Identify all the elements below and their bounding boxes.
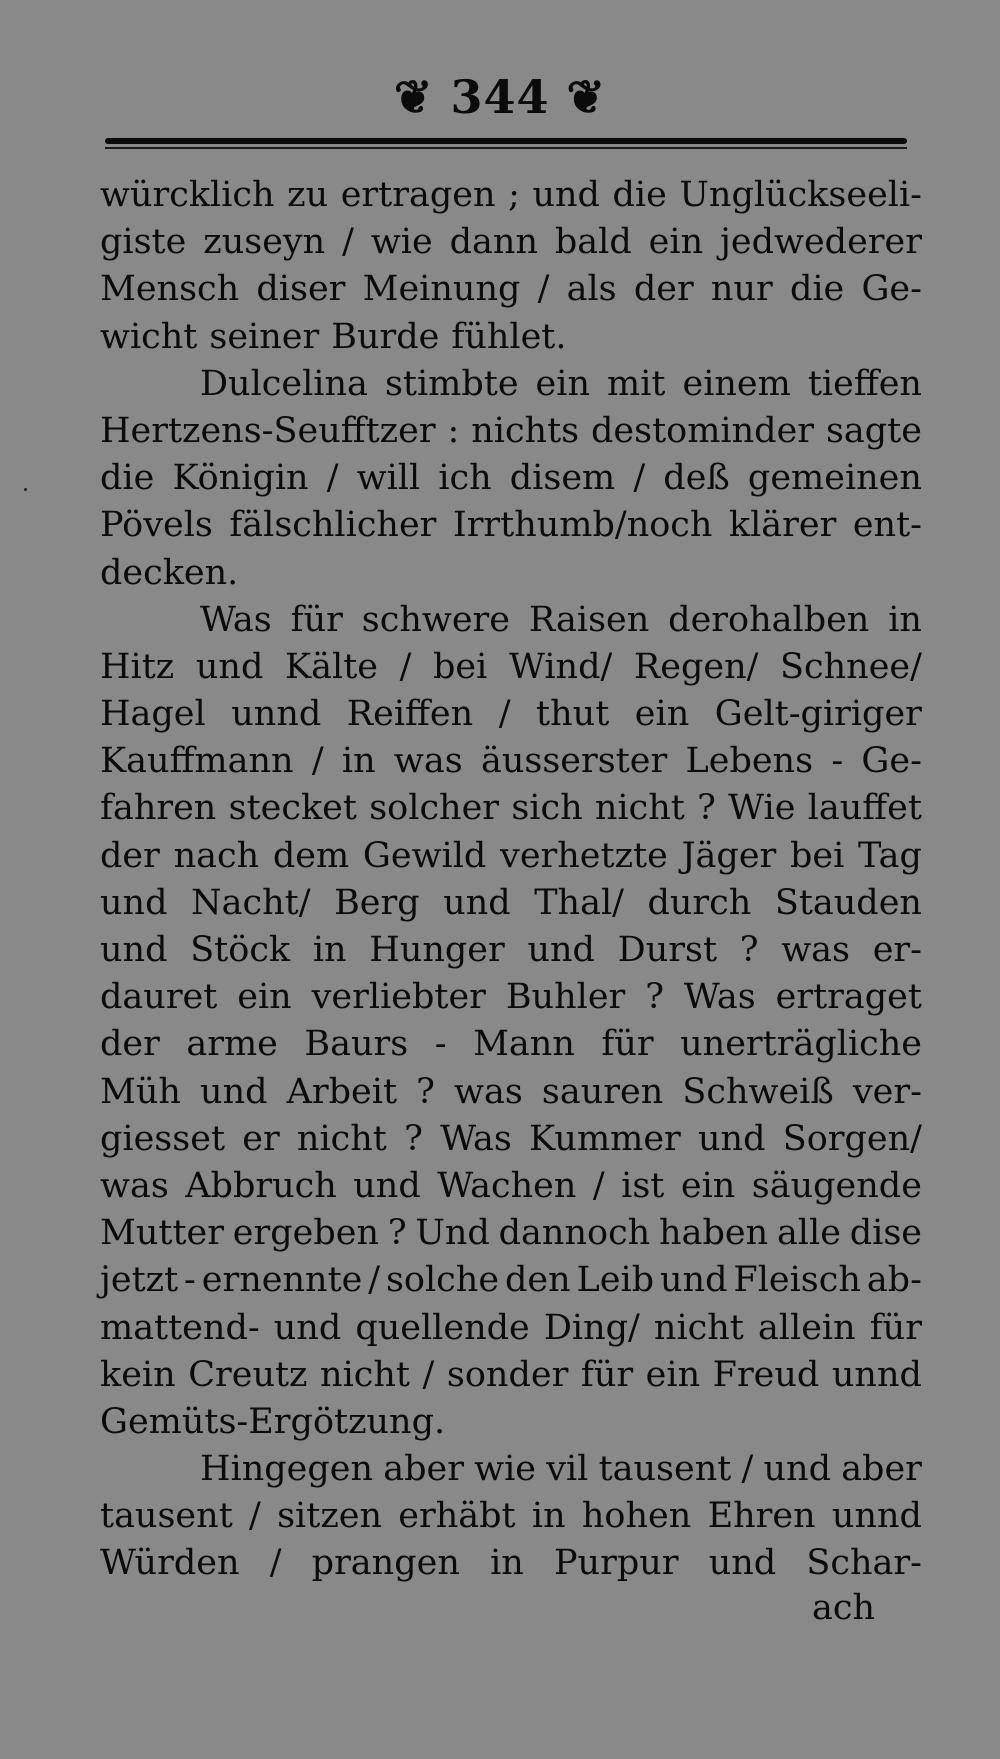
word: / [592, 1165, 605, 1206]
word: Was [440, 1118, 512, 1159]
word: Ding/ [543, 1307, 640, 1348]
word: fahren [100, 788, 217, 829]
text-line [100, 880, 922, 927]
word: für [290, 599, 343, 640]
word: nicht [653, 1307, 744, 1348]
word: und [763, 1449, 831, 1490]
word: was [100, 1165, 169, 1206]
text-line [100, 1305, 922, 1352]
word: Regen/ [633, 646, 759, 687]
word: hohen [581, 1496, 692, 1537]
word: lauffet [807, 788, 922, 829]
text-line [100, 314, 922, 361]
body-text [100, 172, 922, 1588]
word: Purpur [554, 1543, 679, 1584]
word: Leib [576, 1260, 655, 1301]
word: dem [272, 835, 350, 876]
word: ein [237, 977, 292, 1018]
word: der [100, 1024, 160, 1065]
word: und [195, 646, 264, 687]
word: Kauffmann [100, 741, 294, 782]
word: haben [659, 1213, 769, 1254]
word: die [612, 175, 667, 215]
word: der [633, 269, 694, 310]
word: ertraget [775, 977, 922, 1018]
text-line [100, 1446, 922, 1493]
word: in [888, 599, 922, 640]
word: sagte [825, 410, 922, 451]
text-line [100, 408, 922, 455]
word: ab- [866, 1260, 922, 1301]
word: Meinung [362, 269, 521, 310]
word: / [422, 1354, 435, 1395]
text-line [100, 455, 922, 502]
word: säugende [751, 1165, 922, 1206]
text-line [100, 1399, 922, 1446]
word: Fleisch [733, 1260, 861, 1301]
word: Ge- [861, 741, 922, 782]
word: Jäger [681, 835, 777, 876]
word: zuseyn [203, 222, 326, 263]
text-line [100, 361, 922, 408]
word: ertragen [340, 175, 496, 215]
word: thut [536, 694, 610, 735]
word: destominder [591, 410, 815, 451]
word: den [504, 1260, 571, 1301]
word: Wind/ [508, 646, 613, 687]
word: / [368, 1260, 381, 1301]
word: / [498, 694, 511, 735]
word: / [537, 269, 550, 310]
word: Durst [617, 930, 718, 970]
word: / [633, 458, 646, 499]
text-line [100, 1021, 922, 1068]
word: Schnee/ [780, 646, 922, 687]
word: gemeinen [747, 458, 922, 499]
word: die [100, 458, 155, 499]
word: Gemüts-Ergötzung. [100, 1401, 446, 1442]
word: Berg [334, 882, 420, 923]
word: durch [647, 882, 752, 923]
catchword: ach [812, 1588, 876, 1628]
word: sauren [541, 1071, 664, 1112]
word: bei [433, 646, 488, 687]
word: ver- [852, 1071, 922, 1112]
word: / [399, 646, 412, 687]
word: disem [509, 458, 616, 499]
word: Kälte [284, 646, 378, 687]
word: und [200, 1071, 268, 1112]
word: und [353, 1165, 421, 1206]
text-line [100, 597, 922, 644]
word: Hagel [100, 694, 206, 735]
word: Schar- [806, 1543, 922, 1584]
word: mattend- [100, 1307, 260, 1348]
text-line [100, 1540, 922, 1587]
word: was [781, 930, 851, 970]
word: wie [370, 222, 433, 263]
word: nur [710, 269, 773, 310]
word: jedwederer [720, 222, 922, 263]
word: ein [645, 1354, 701, 1395]
word: : [447, 410, 460, 451]
word: allein [757, 1307, 856, 1348]
word: Mensch [100, 269, 240, 310]
text-line [100, 1163, 922, 1210]
word: ist [621, 1165, 665, 1206]
word: stimbte [384, 363, 519, 404]
text-line [100, 219, 922, 266]
word: Was [200, 599, 272, 640]
word: ein [535, 363, 590, 404]
word: Stöck [190, 930, 291, 970]
word: ? [739, 930, 759, 970]
word: wie [474, 1449, 537, 1490]
text-line [100, 550, 922, 597]
word: giesset [100, 1118, 226, 1159]
word: diser [256, 269, 346, 310]
word: sitzen [277, 1496, 383, 1537]
word: und [708, 1543, 777, 1584]
word: Irrthumb/noch [452, 505, 713, 546]
word: erhäbt [398, 1496, 516, 1537]
word: Würden [100, 1543, 240, 1584]
word: Gelt-giriger [714, 694, 922, 735]
text-line [100, 1352, 922, 1399]
word: in [312, 930, 347, 970]
word: verhetzte [500, 835, 668, 876]
word: alle [776, 1213, 841, 1254]
word: / [342, 222, 354, 263]
word: stecket [228, 788, 357, 829]
text-line [100, 1116, 922, 1163]
text-line [100, 927, 922, 974]
word: solche [385, 1260, 500, 1301]
word: Königin [172, 458, 309, 499]
word: in [490, 1543, 524, 1584]
word: / [326, 458, 339, 499]
text-line [100, 1493, 922, 1540]
word: Tag [858, 835, 922, 876]
word: unnd [831, 1354, 922, 1395]
word: - [184, 1260, 196, 1301]
word: in [341, 741, 376, 782]
word: Ehren [707, 1496, 816, 1537]
word: was [454, 1071, 523, 1112]
word: was [393, 741, 463, 782]
header-rule [105, 138, 907, 144]
word: aber [383, 1449, 464, 1490]
word: Müh [100, 1071, 181, 1112]
word: Reiffen [346, 694, 474, 735]
text-line [100, 266, 922, 313]
word: als [566, 269, 617, 310]
word: tausent [598, 1449, 732, 1490]
word: dise [849, 1213, 922, 1254]
word: und [698, 1118, 766, 1159]
word: Raisen [528, 599, 650, 640]
word: ? [645, 977, 664, 1018]
word: Unglückseeli- [679, 175, 922, 215]
word: der [100, 835, 160, 876]
word: jetzt [100, 1260, 179, 1301]
word: quellende [355, 1307, 530, 1348]
word: ? [697, 788, 716, 829]
word: dannoch [498, 1213, 651, 1254]
word: Kummer [529, 1118, 681, 1159]
word: ? [404, 1118, 423, 1159]
word: ein [680, 1165, 736, 1206]
word: nicht [296, 1118, 387, 1159]
word: nicht [320, 1354, 410, 1395]
word: Lebens [685, 741, 814, 782]
word: Hertzens-Seufftzer [100, 410, 436, 451]
word: ernennte [201, 1260, 363, 1301]
word: unnd [231, 694, 322, 735]
word: dauret [100, 977, 218, 1018]
word: sich [511, 788, 583, 829]
word: Arbeit [286, 1071, 398, 1112]
word: Nacht/ [191, 882, 311, 923]
word: mit [607, 363, 666, 404]
word: bei [790, 835, 845, 876]
word: tausent [100, 1496, 233, 1537]
word: / [269, 1543, 282, 1584]
word: giste [100, 222, 187, 263]
word: Sorgen/ [782, 1118, 922, 1159]
word: er- [872, 930, 922, 970]
word: Gewild [362, 835, 487, 876]
word: nach [173, 835, 260, 876]
word: Burde [331, 316, 440, 357]
margin-mark [24, 488, 27, 491]
word: Creutz [188, 1354, 308, 1395]
word: ent- [852, 505, 922, 546]
word: prangen [311, 1543, 460, 1584]
word: klärer [728, 505, 837, 546]
word: äusserster [480, 741, 668, 782]
word: Hingegen [200, 1449, 374, 1490]
text-line [100, 172, 922, 219]
word: / [741, 1449, 754, 1490]
word: für [601, 1024, 654, 1065]
text-line [100, 1210, 922, 1257]
word: kein [100, 1354, 176, 1395]
word: nichts [471, 410, 580, 451]
word: will [356, 458, 421, 499]
word: fühlet. [451, 316, 567, 357]
word: Buhler [505, 977, 626, 1018]
word: bald [554, 222, 632, 263]
word: und [660, 1260, 728, 1301]
word: unnd [831, 1496, 922, 1537]
header-rule-thin [105, 147, 907, 149]
word: in [531, 1496, 566, 1537]
word: unerträgliche [680, 1024, 922, 1065]
word: - [831, 741, 844, 782]
word: Mutter [100, 1213, 224, 1254]
word: Mann [473, 1024, 575, 1065]
text-line [100, 1257, 922, 1304]
word: schwere [361, 599, 510, 640]
word: / [311, 741, 324, 782]
word: ein [634, 694, 690, 735]
word: solcher [369, 788, 500, 829]
text-line [100, 833, 922, 880]
word: deß [663, 458, 730, 499]
word: - [434, 1024, 447, 1065]
word: und [100, 930, 168, 970]
word: Thal/ [534, 882, 624, 923]
word: und [527, 930, 595, 970]
word: ; [508, 175, 520, 215]
word: fälschlicher [229, 505, 437, 546]
word: und [273, 1307, 342, 1348]
page-header [0, 62, 1000, 132]
word: ergeben [232, 1213, 379, 1254]
text-line [100, 502, 922, 549]
word: Stauden [774, 882, 922, 923]
word: die [789, 269, 845, 310]
word: Ge- [861, 269, 922, 310]
word: ? [387, 1213, 407, 1254]
word: für [580, 1354, 634, 1395]
word: aber [841, 1449, 922, 1490]
word: verliebter [311, 977, 486, 1018]
word: würcklich [100, 175, 275, 215]
word: Wachen [437, 1165, 577, 1206]
word: Hunger [369, 930, 505, 970]
word: Schweiß [682, 1071, 834, 1112]
word: und [443, 882, 511, 923]
word: ein [648, 222, 704, 263]
word: einem [682, 363, 791, 404]
text-line [100, 1069, 922, 1116]
word: ? [416, 1071, 435, 1112]
text-line [100, 691, 922, 738]
word: Wie [728, 788, 796, 829]
text-line [100, 785, 922, 832]
word: Und [415, 1213, 490, 1254]
word: Hitz [100, 646, 175, 687]
word: und [100, 882, 168, 923]
word: wicht [100, 316, 198, 357]
text-line [100, 644, 922, 691]
page-number: ❦ 344 ❦ [393, 70, 607, 124]
word: Pövels [100, 505, 213, 546]
word: und [532, 175, 600, 215]
word: sonder [446, 1354, 569, 1395]
word: Baurs [304, 1024, 409, 1065]
word: Abbruch [185, 1165, 337, 1206]
word: nicht [594, 788, 685, 829]
text-line [100, 738, 922, 785]
text-line [100, 974, 922, 1021]
word: vil [546, 1449, 589, 1490]
word: seiner [209, 316, 320, 357]
word: decken. [100, 552, 239, 593]
word: Dulcelina [200, 363, 368, 404]
word: tieffen [807, 363, 922, 404]
word: dann [449, 222, 538, 263]
word: Freud [712, 1354, 820, 1395]
word: / [249, 1496, 261, 1537]
word: für [869, 1307, 922, 1348]
word: Was [683, 977, 756, 1018]
word: ich [438, 458, 492, 499]
word: derohalben [668, 599, 870, 640]
word: arme [186, 1024, 278, 1065]
word: er [242, 1118, 280, 1159]
word: zu [287, 175, 329, 215]
